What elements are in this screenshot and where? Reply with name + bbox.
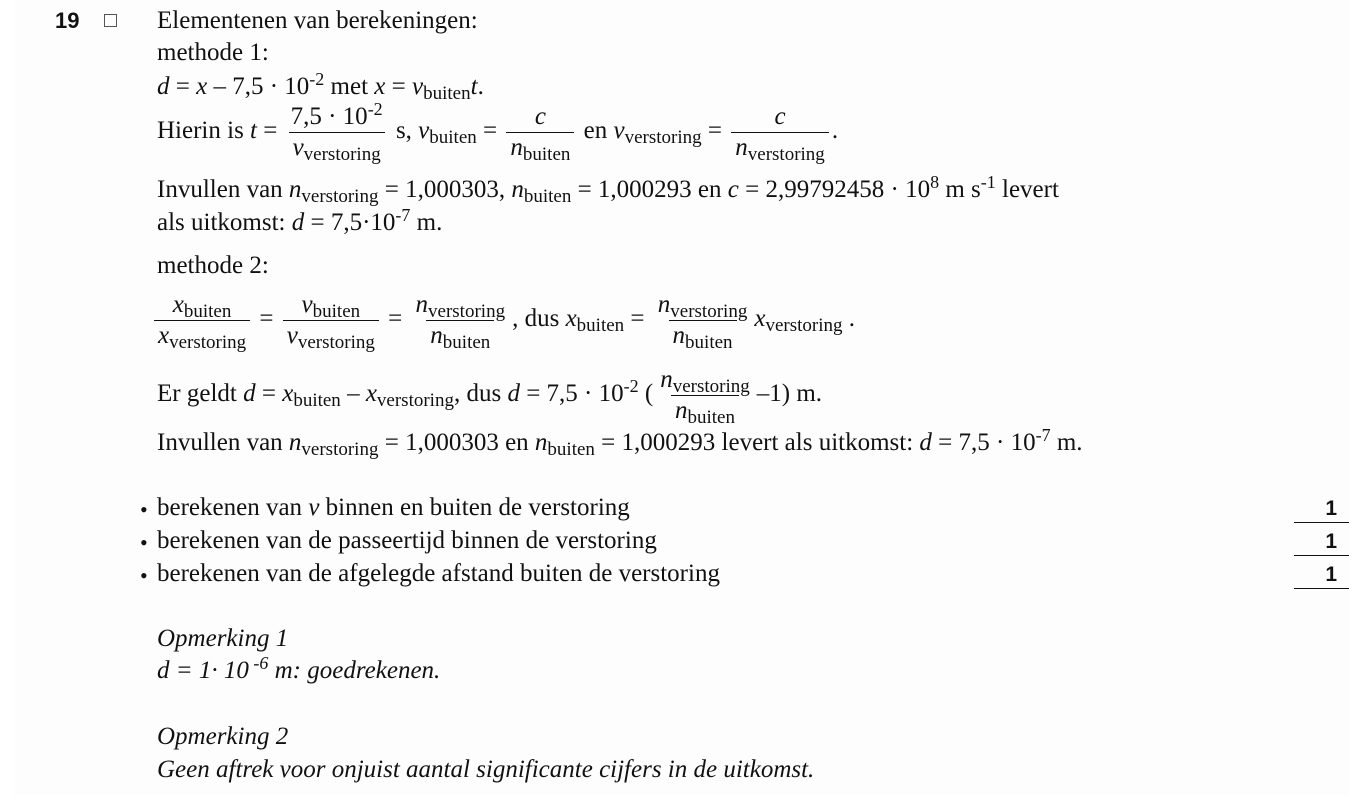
method2-line3: Invullen van $n_{verstoring} = 1,000303$ en $n_{buiten} = 1,000293$ levert als uitkomst: $d = 7,5 \cdot 10^{-7}$ m. — [157, 425, 1083, 460]
fraction-t: $\frac{7,5 \cdot 10^{-2}}{v_{verstoring}}$ — [287, 102, 387, 163]
criterion-3: berekenen van de afgelegde afstand buiten de verstoring — [157, 560, 720, 587]
criterion-3-score: 1 — [1294, 562, 1349, 589]
remark1-text: d = 1· 10 $^{-6}$ m: goedrekenen. — [157, 653, 441, 684]
criterion-1-score: 1 — [1294, 496, 1349, 523]
bullet-icon: • — [140, 497, 148, 522]
fraction-x-ratio: $\frac{x_{buiten}}{x_{verstoring}}$ — [154, 290, 250, 351]
bullet-icon: • — [140, 563, 148, 588]
fraction-v-buiten: $\frac{c}{n_{buiten}}$ — [506, 102, 574, 163]
fraction-n-ratio-2: $\frac{n_{verstoring}}{n_{buiten}}$ — [657, 291, 748, 353]
method2-label: methode 2: — [157, 252, 269, 279]
checkbox-icon[interactable] — [104, 14, 117, 27]
section-header: Elementenen van berekeningen: — [157, 7, 478, 34]
method1-label: methode 1: — [157, 39, 269, 66]
method2-line1: $\frac{x_{buiten}}{x_{verstoring}}$ = $\frac{v_{buiten}}{v_{verstoring}}$ = $\frac{n_{verstoring}}{n_{buiten}}$ , dus $x_{buiten}$ = $\frac{n_{verstoring}}{n_{buiten}}$ $x_{verstoring}$ . — [151, 290, 855, 351]
method1-line2: Hierin is t = $\frac{7,5 \cdot 10^{-2}}{v_{verstoring}}$ s, $v_{buiten}$ = $\frac{c}{n_{buiten}}$ en $v_{verstoring}$ = $\frac{c}{n_{verstoring}}$ . — [157, 99, 839, 165]
remark2-title: Opmerking 2 — [157, 723, 289, 750]
remark1-title: Opmerking 1 — [157, 625, 289, 652]
question-number: 19 — [55, 8, 80, 33]
fraction-n-ratio: $\frac{n_{verstoring}}{n_{buiten}}$ — [415, 291, 506, 353]
fraction-v-ratio: $\frac{v_{buiten}}{v_{verstoring}}$ — [283, 290, 379, 351]
fraction-n-ratio-3: $\frac{n_{verstoring}}{n_{buiten}}$ — [660, 366, 750, 428]
remark2-text: Geen aftrek voor onjuist aantal significante cijfers in de uitkomst. — [157, 756, 815, 783]
criterion-2: berekenen van de passeertijd binnen de verstoring — [157, 527, 657, 554]
criterion-1: berekenen van v binnen en buiten de verstoring — [157, 494, 630, 521]
method1-line4: als uitkomst: $d = 7,5\cdot 10^{-7}$ m. — [157, 205, 443, 236]
criterion-2-score: 1 — [1294, 529, 1349, 556]
method1-line1: $d = x - 7,5 \cdot 10^{-2}$ met $x = v_{buiten}t$. — [157, 69, 484, 104]
method1-line3: Invullen van $n_{verstoring} = 1,000303$, $n_{buiten} = 1,000293$ en $c = 2,99792458 \cdot 10^8$ m $s^{-1}$ levert — [157, 172, 1059, 207]
fraction-v-verstoring: $\frac{c}{n_{verstoring}}$ — [731, 102, 829, 163]
bullet-icon: • — [140, 530, 148, 555]
method2-line2: Er geldt $d = x_{buiten} - x_{verstoring}$, dus $d = 7,5 \cdot 10^{-2}$ ( $\frac{n_{verstoring}}{n_{buiten}}$ –1) m. — [157, 366, 823, 428]
